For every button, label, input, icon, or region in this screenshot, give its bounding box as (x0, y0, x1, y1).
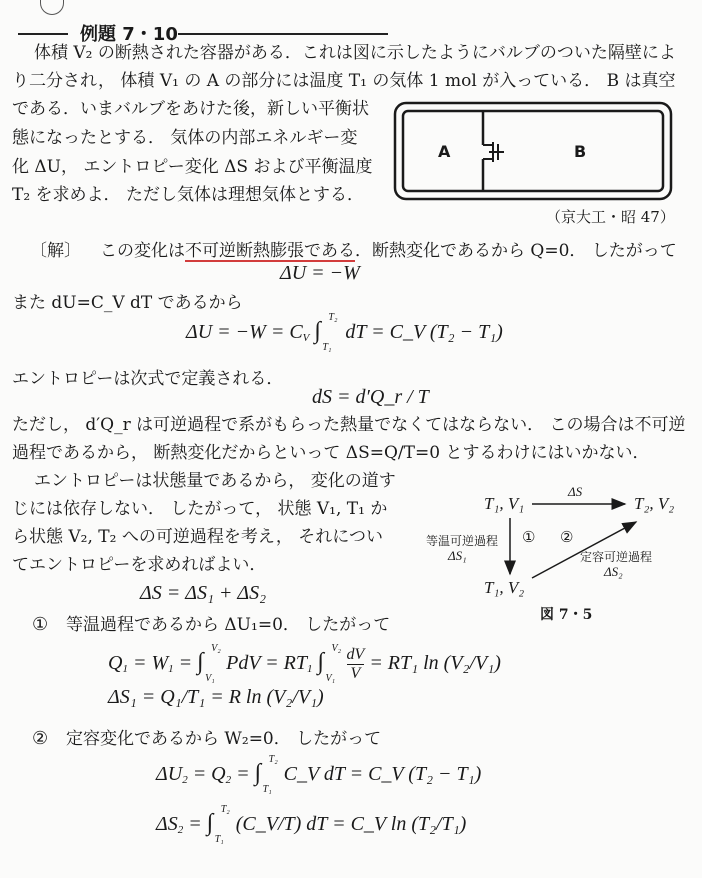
solution-intro (100, 240, 677, 262)
integral-sign: ∫ T₂ T₁ (314, 312, 338, 353)
state-mid: T₁, V₂ (484, 578, 525, 597)
hole-punch-mark (40, 0, 64, 15)
header-rule-left (18, 33, 68, 35)
solution-tag: 〔解〕 (30, 241, 81, 261)
path-para-1: エントロピーは状態量であるから， 変化の道す (34, 471, 396, 491)
problem-line-2: り二分され， 体積 V₁ の A の部分には温度 T₁ の気体 1 mol が入っている． B は真空 (12, 71, 676, 91)
eq-energy-2-rhs: C_V dT = C_V (T₂ − T₁) (283, 763, 482, 785)
note-line-1: ただし， d′Q_r は可逆過程で系がもらった熱量でなくてはならない． この場合は不可逆 (12, 415, 686, 435)
state-end: T₂, V₂ (634, 494, 675, 513)
path2-label: 定容可逆過程 (580, 550, 653, 564)
problem-line-4: 態になったとする． 気体の内部エネルギー変 (12, 128, 358, 148)
solution-intro-highlight: 不可逆断熱膨張である (185, 241, 355, 261)
eq-energy-right: dT = C_V (T₂ − T₁) (345, 321, 503, 343)
line-cv: また dU=C_V dT であるから (12, 293, 243, 313)
path-para-2: じには依存しない． したがって， 状態 V₁, T₁ か (12, 499, 388, 519)
path1-symbol: ΔS₁ (448, 548, 467, 563)
solution-intro-pre: この変化は (100, 241, 185, 261)
direct-label: ΔS (568, 484, 583, 499)
eq-ds: dS = d′Q_r / T (312, 386, 429, 408)
container-figure (392, 100, 674, 202)
eq-entropy-2: $\Delta S_2$ = ∫ T₂ T₁ (C_V/T) dT = C_V ln (T₂/T₁) (156, 804, 467, 845)
path1-marker: ① (522, 528, 536, 546)
problem-line-3: である．いまバルブをあけた後，新しい平衡状 (12, 99, 369, 119)
path-para-3: ら状態 V₂, T₂ への可逆過程を考え， それについ (12, 527, 383, 547)
problem-line-6: T₂ を求めよ． ただし気体は理想気体とする． (12, 185, 364, 205)
eq-total-entropy: ΔS = ΔS₁ + ΔS₂ (140, 582, 267, 604)
example-title: 例題 7・10 (80, 24, 178, 45)
state-start: T₁, V₁ (484, 494, 525, 513)
eq-entropy-2-rhs: (C_V/T) dT = C_V ln (T₂/T₁) (235, 813, 467, 835)
path2-marker: ② (560, 528, 574, 546)
eq-entropy-1: ΔS₁ = Q₁/T₁ = R ln (V₂/V₁) (108, 686, 324, 708)
note-line-2: 過程であるから， 断熱変化だからといって ΔS=Q/T=0 とするわけにはいかない． (12, 443, 650, 463)
step1-text: 等温過程であるから ΔU₁=0． したがって (66, 615, 391, 635)
eq-energy: $\Delta U = -W = C_V$ ∫ T₂ T₁ dT = C_V (T₂ − T₁) (186, 312, 503, 353)
eq-delta-u: ΔU = −W (280, 262, 360, 284)
path-para-4: てエントロピーを求めればよい． (12, 555, 267, 575)
problem-line-1: 体積 V₂ の断熱された容器がある．これは図に示したようにバルブのついた隔壁によ (34, 43, 676, 63)
path2-symbol: ΔS₂ (604, 564, 623, 579)
step1-marker: ① (32, 614, 49, 635)
problem-line-5: 化 ΔU， エントロピー変化 ΔS および平衡温度 (12, 157, 373, 177)
path1-label: 等温可逆過程 (426, 534, 499, 548)
chamber-b-label: B (574, 142, 587, 161)
chamber-a-label: A (438, 142, 451, 161)
solution-intro-post: ．断熱変化であるから Q=0． したがって (355, 241, 677, 261)
step2-marker: ② (32, 728, 49, 749)
figure-caption: 図 7・5 (540, 607, 593, 623)
problem-source: （京大工・昭 47） (546, 208, 675, 226)
header-rule-right (178, 33, 388, 35)
step2-text: 定容変化であるから W₂=0． したがって (66, 729, 382, 749)
entropy-definition: エントロピーは次式で定義される． (12, 369, 284, 389)
eq-heat-work: $Q_1 = W_1$ = ∫ V₂ V₁ PdV = $RT_1$ ∫ V₂ V₁ $\frac{dV}{V}$ = RT₁ ln (V₂/V₁) (108, 643, 501, 685)
eq-heat-work-rhs: = RT₁ ln (V₂/V₁) (369, 652, 501, 675)
eq-energy-left: ΔU = −W = C (186, 321, 303, 343)
eq-energy-2: $\Delta U_2 = Q_2$ = ∫ T₂ T₁ C_V dT = C_V (T₂ − T₁) (156, 754, 482, 795)
